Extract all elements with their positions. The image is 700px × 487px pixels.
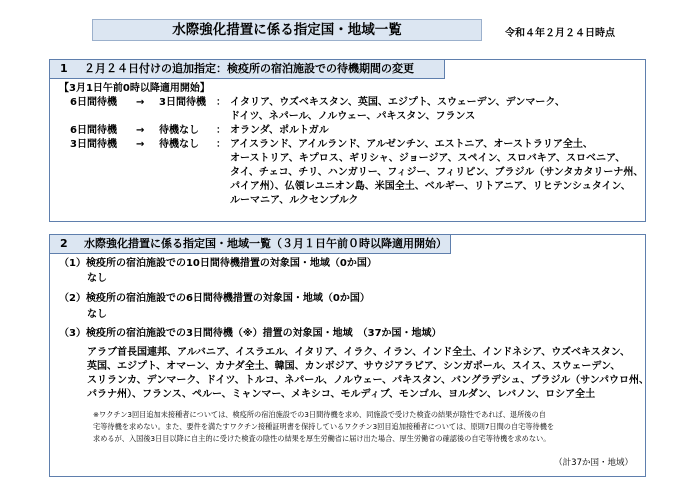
- row-colon: ：: [216, 125, 226, 136]
- section-2-title: 水際強化措置に係る指定国・地域一覧（３月１日午前０時以降適用開始）: [84, 237, 447, 250]
- total-count: （計37か国・地域）: [554, 458, 633, 468]
- country-line: パイア州）、仏領レユニオン島、米国全土、ベルギー、リトアニア、リヒテンシュタイン、: [230, 181, 631, 192]
- footnote-line: 求めるが、入国後3日目以降に自主的に受けた検査の陰性の結果を厚生労働省に届け出た場合、厚生労働省の確認後の自宅等待機を求めない。: [93, 434, 551, 443]
- country-line: オーストリア、キプロス、ギリシャ、ジョージア、スペイン、スロバキア、スロベニア、: [230, 153, 626, 164]
- item-1-body: なし: [87, 273, 107, 284]
- row-to: 3日間待機: [159, 97, 206, 108]
- country-line: アイスランド、アイルランド、アルゼンチン、エストニア、オーストラリア全土、: [230, 139, 593, 150]
- section-2-number: 2: [60, 237, 68, 250]
- item-2-body: なし: [87, 309, 107, 320]
- section-2-box: [49, 234, 650, 477]
- row-from: 3日間待機: [70, 139, 117, 150]
- country-line: アラブ首長国連邦、アルバニア、イスラエル、イタリア、イラク、イラン、インド全土、インドネシア、ウズベキスタン、: [87, 347, 630, 358]
- country-line: ルーマニア、ルクセンブルク: [230, 195, 359, 206]
- country-line: タイ、チェコ、チリ、ハンガリー、フィジー、フィリピン、ブラジル（サンタカタリーナ州、: [230, 167, 644, 178]
- as-of-date: 令和４年２月２４日時点: [505, 28, 615, 39]
- footnote-line: 宅等待機を求めない。また、要件を満たすワクチン接種証明書を保持しているワクチン3回目追加接種者については、原則7日間の自宅等待機を: [93, 422, 555, 431]
- item-3-heading: （3）検疫所の宿泊施設での3日間待機（※）措置の対象国・地域 （37か国・地域）: [59, 328, 442, 339]
- country-line: スリランカ、デンマーク、ドイツ、トルコ、ネパール、ノルウェー、パキスタン、バングラデシュ、ブラジル（サンパウロ州、: [87, 375, 650, 386]
- country-line: イタリア、ウズベキスタン、英国、エジプト、スウェーデン、デンマーク、: [230, 97, 565, 108]
- country-line: オランダ、ポルトガル: [230, 125, 329, 136]
- section-1-title: ２月２４日付けの追加指定：検疫所の宿泊施設での待機期間の変更: [84, 62, 414, 75]
- footnote-line: ※ワクチン3回目追加未接種者については、検疫所の宿泊施設での3日間待機を求め、同施設で受けた検査の結果が陰性であれば、退所後の自: [93, 410, 546, 419]
- item-2-heading: （2）検疫所の宿泊施設での6日間待機措置の対象国・地域（0か国）: [59, 293, 370, 304]
- item-1-heading: （1）検疫所の宿泊施設での10日間待機措置の対象国・地域（0か国）: [59, 258, 377, 269]
- row-from: 6日間待機: [70, 97, 117, 108]
- effective-date-note: 【3月1日午前0時以降適用開始】: [59, 83, 210, 94]
- section-1-number: 1: [60, 62, 68, 75]
- arrow-icon: →: [136, 139, 145, 150]
- row-colon: ：: [216, 139, 226, 150]
- row-to: 待機なし: [159, 139, 199, 150]
- country-line: ドイツ、ネパール、ノルウェー、パキスタン、フランス: [230, 111, 476, 122]
- arrow-icon: →: [136, 125, 145, 136]
- country-line: パラナ州）、フランス、ペルー、ミャンマー、メキシコ、モルディブ、モンゴル、ヨルダン、レバノン、ロシア全土: [87, 389, 596, 400]
- page-title: 水際強化措置に係る指定国・地域一覧: [92, 19, 482, 41]
- section-2-header: [49, 234, 451, 254]
- row-colon: ：: [216, 97, 226, 108]
- country-line: 英国、エジプト、オマーン、カナダ全土、韓国、カンボジア、サウジアラビア、シンガポール、スイス、スウェーデン、: [87, 361, 621, 372]
- row-to: 待機なし: [159, 125, 199, 136]
- arrow-icon: →: [136, 97, 145, 108]
- section-1-box: [49, 59, 646, 222]
- row-from: 6日間待機: [70, 125, 117, 136]
- section-1-header: [49, 59, 445, 79]
